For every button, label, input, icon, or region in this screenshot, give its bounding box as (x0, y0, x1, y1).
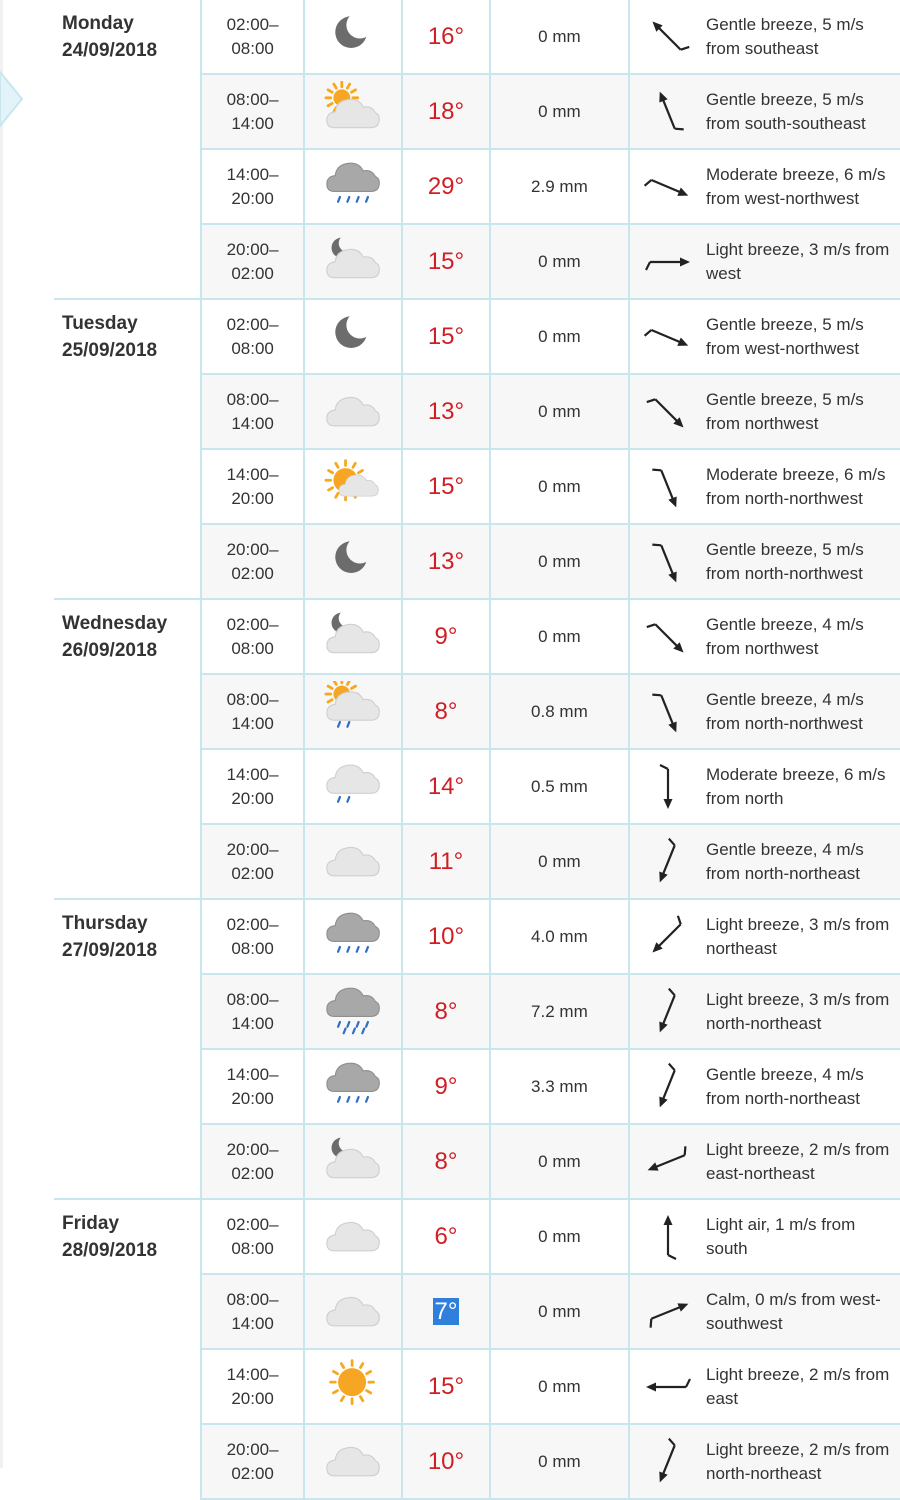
day-cell (54, 299, 201, 599)
wind-description: Gentle breeze, 4 m/s from north-northeast (706, 839, 864, 883)
wind-cell (629, 749, 900, 824)
precipitation-cell (490, 674, 629, 749)
temperature-value: 15° (427, 247, 465, 275)
precipitation-value: 0 mm (538, 626, 581, 646)
wind-description: Gentle breeze, 4 m/s from north-northeast (706, 1064, 864, 1108)
precipitation-value: 0 mm (538, 476, 581, 496)
time-period (201, 824, 305, 899)
precipitation-value: 0 mm (538, 1301, 581, 1321)
temperature-value: 14° (427, 772, 465, 800)
time-period (201, 599, 305, 674)
time-end: 02:00 (231, 863, 274, 883)
wind-direction-arrow-icon (630, 227, 706, 297)
wind-direction-arrow-icon (630, 977, 706, 1047)
temperature-cell (402, 524, 490, 599)
temperature-cell (402, 974, 490, 1049)
temperature-cell (402, 1349, 490, 1424)
moon-icon (304, 0, 402, 74)
temperature-cell (402, 749, 490, 824)
wind-cell (629, 674, 900, 749)
precipitation-cell (490, 1199, 629, 1274)
wind-cell (629, 1349, 900, 1424)
wind-direction-arrow-icon (630, 677, 706, 747)
moon-icon (304, 299, 402, 374)
wind-description: Light breeze, 3 m/s from west (706, 239, 890, 283)
time-end: 08:00 (231, 1238, 274, 1258)
wind-description: Light breeze, 2 m/s from east-northeast (706, 1139, 890, 1183)
time-period (201, 374, 305, 449)
temperature-value: 29° (427, 172, 465, 200)
temperature-cell (402, 299, 490, 374)
time-start: 08:00– (226, 1289, 279, 1309)
wind-description: Light breeze, 3 m/s from north-northeast (706, 989, 890, 1033)
cloud-icon (304, 824, 402, 899)
time-end: 14:00 (231, 1313, 274, 1333)
wind-description: Calm, 0 m/s from west-southwest (706, 1289, 881, 1333)
time-end: 08:00 (231, 638, 274, 658)
wind-description: Gentle breeze, 5 m/s from southeast (706, 14, 864, 58)
partly-cloudy-night-icon (304, 1124, 402, 1199)
day-name: Friday (62, 1213, 120, 1234)
time-period (201, 149, 305, 224)
partly-cloudy-day-icon (304, 74, 402, 149)
page-edge (0, 0, 3, 1468)
wind-direction-arrow-icon (630, 2, 706, 72)
precipitation-value: 0 mm (538, 26, 581, 46)
time-end: 20:00 (231, 488, 274, 508)
precipitation-cell (490, 149, 629, 224)
temperature-value: 18° (427, 97, 465, 125)
day-date: 28/09/2018 (62, 1240, 158, 1261)
wind-description: Gentle breeze, 5 m/s from northwest (706, 389, 864, 433)
wind-description: Gentle breeze, 5 m/s from north-northwest (706, 539, 864, 583)
time-end: 14:00 (231, 113, 274, 133)
precipitation-value: 0 mm (538, 1376, 581, 1396)
time-start: 20:00– (226, 839, 279, 859)
temperature-cell (402, 74, 490, 149)
wind-direction-arrow-icon (630, 1052, 706, 1122)
time-end: 08:00 (231, 938, 274, 958)
day-cell (54, 599, 201, 899)
time-period (201, 899, 305, 974)
time-end: 20:00 (231, 188, 274, 208)
time-end: 20:00 (231, 1088, 274, 1108)
wind-description: Gentle breeze, 4 m/s from northwest (706, 614, 864, 658)
wind-direction-arrow-icon (630, 1427, 706, 1497)
wind-cell (629, 599, 900, 674)
wind-direction-arrow-icon (630, 1127, 706, 1197)
time-start: 08:00– (226, 89, 279, 109)
time-end: 08:00 (231, 338, 274, 358)
temperature-cell (402, 0, 490, 74)
forecast-row (54, 299, 900, 374)
precipitation-cell (490, 0, 629, 74)
wind-cell (629, 1124, 900, 1199)
precipitation-value: 0 mm (538, 1451, 581, 1471)
time-period (201, 1199, 305, 1274)
time-end: 08:00 (231, 38, 274, 58)
wind-cell (629, 1274, 900, 1349)
sun-cloud-icon (304, 449, 402, 524)
wind-cell (629, 1424, 900, 1499)
day-date: 26/09/2018 (62, 640, 158, 661)
time-period (201, 0, 305, 74)
rain-icon (304, 1049, 402, 1124)
time-period (201, 1049, 305, 1124)
wind-direction-arrow-icon (630, 527, 706, 597)
temperature-value: 13° (427, 397, 465, 425)
time-end: 20:00 (231, 788, 274, 808)
day-date: 25/09/2018 (62, 340, 158, 361)
time-end: 02:00 (231, 1463, 274, 1483)
time-start: 08:00– (226, 989, 279, 1009)
temperature-value: 15° (427, 1372, 465, 1400)
day-name: Thursday (62, 913, 148, 934)
wind-cell (629, 824, 900, 899)
precipitation-value: 0.5 mm (531, 776, 588, 796)
wind-description: Light air, 1 m/s from south (706, 1214, 856, 1258)
time-period (201, 1124, 305, 1199)
temperature-value: 11° (428, 847, 464, 875)
wind-description: Moderate breeze, 6 m/s from north-northwest (706, 464, 886, 508)
wind-cell (629, 149, 900, 224)
temperature-value: 8° (434, 1147, 458, 1175)
time-start: 20:00– (226, 539, 279, 559)
temperature-cell (402, 149, 490, 224)
temperature-value: 6° (434, 1222, 458, 1250)
time-period (201, 1274, 305, 1349)
wind-cell (629, 1199, 900, 1274)
temperature-cell (402, 449, 490, 524)
wind-direction-arrow-icon (630, 1352, 706, 1422)
day-cell (54, 0, 201, 299)
precipitation-value: 2.9 mm (531, 176, 588, 196)
sun-icon (304, 1349, 402, 1424)
wind-cell (629, 224, 900, 299)
precipitation-value: 0 mm (538, 326, 581, 346)
wind-direction-arrow-icon (630, 377, 706, 447)
temperature-cell (402, 674, 490, 749)
time-start: 14:00– (226, 164, 279, 184)
heavy-rain-icon (304, 974, 402, 1049)
temperature-value: 7° (434, 1297, 458, 1325)
time-end: 14:00 (231, 1013, 274, 1033)
precipitation-cell (490, 1274, 629, 1349)
wind-description: Light breeze, 2 m/s from north-northeast (706, 1439, 890, 1483)
time-start: 02:00– (226, 314, 279, 334)
time-end: 20:00 (231, 1388, 274, 1408)
precipitation-value: 0 mm (538, 851, 581, 871)
precipitation-value: 4.0 mm (531, 926, 588, 946)
wind-description: Gentle breeze, 4 m/s from north-northwest (706, 689, 864, 733)
forecast-row (54, 899, 900, 974)
time-start: 14:00– (226, 1064, 279, 1084)
wind-cell (629, 974, 900, 1049)
forecast-row (54, 0, 900, 74)
light-rain-icon (304, 749, 402, 824)
precipitation-cell (490, 524, 629, 599)
temperature-value: 15° (427, 322, 465, 350)
time-start: 02:00– (226, 614, 279, 634)
time-end: 14:00 (231, 413, 274, 433)
temperature-value: 10° (427, 1447, 465, 1475)
cloud-icon (304, 374, 402, 449)
precipitation-cell (490, 299, 629, 374)
precipitation-cell (490, 374, 629, 449)
temperature-cell (402, 224, 490, 299)
temperature-value: 13° (427, 547, 465, 575)
wind-direction-arrow-icon (630, 827, 706, 897)
wind-cell (629, 0, 900, 74)
wind-cell (629, 449, 900, 524)
time-period (201, 299, 305, 374)
wind-cell (629, 1049, 900, 1124)
temperature-value: 8° (434, 697, 458, 725)
temperature-cell (402, 1274, 490, 1349)
time-start: 08:00– (226, 689, 279, 709)
time-end: 02:00 (231, 563, 274, 583)
temperature-value: 8° (434, 997, 458, 1025)
day-cell (54, 899, 201, 1199)
partly-cloudy-night-icon (304, 224, 402, 299)
wind-direction-arrow-icon (630, 1277, 706, 1347)
wind-cell (629, 374, 900, 449)
time-start: 14:00– (226, 464, 279, 484)
precipitation-cell (490, 224, 629, 299)
precipitation-cell (490, 749, 629, 824)
temperature-value: 15° (427, 472, 465, 500)
precipitation-cell (490, 899, 629, 974)
partly-cloudy-night-icon (304, 599, 402, 674)
precipitation-cell (490, 974, 629, 1049)
temperature-cell (402, 599, 490, 674)
rain-icon (304, 899, 402, 974)
time-start: 02:00– (226, 1214, 279, 1234)
time-end: 02:00 (231, 263, 274, 283)
precipitation-value: 0 mm (538, 251, 581, 271)
moon-icon (304, 524, 402, 599)
time-start: 14:00– (226, 764, 279, 784)
precipitation-cell (490, 1049, 629, 1124)
wind-description: Moderate breeze, 6 m/s from west-northwest (706, 164, 886, 208)
precipitation-value: 3.3 mm (531, 1076, 588, 1096)
wind-direction-arrow-icon (630, 302, 706, 372)
wind-cell (629, 899, 900, 974)
precipitation-cell (490, 824, 629, 899)
precipitation-cell (490, 74, 629, 149)
wind-cell (629, 524, 900, 599)
time-start: 14:00– (226, 1364, 279, 1384)
time-end: 02:00 (231, 1163, 274, 1183)
wind-direction-arrow-icon (630, 752, 706, 822)
time-start: 02:00– (226, 14, 279, 34)
temperature-cell (402, 374, 490, 449)
cloud-icon (304, 1424, 402, 1499)
temperature-cell (402, 1124, 490, 1199)
side-panel-chevron-icon[interactable] (0, 70, 26, 128)
wind-direction-arrow-icon (630, 77, 706, 147)
precipitation-cell (490, 1349, 629, 1424)
temperature-cell (402, 1049, 490, 1124)
time-period (201, 1349, 305, 1424)
wind-direction-arrow-icon (630, 902, 706, 972)
precipitation-cell (490, 1124, 629, 1199)
time-start: 02:00– (226, 914, 279, 934)
wind-description: Gentle breeze, 5 m/s from west-northwest (706, 314, 864, 358)
precipitation-value: 0 mm (538, 101, 581, 121)
time-period (201, 1424, 305, 1499)
wind-cell (629, 74, 900, 149)
wind-description: Gentle breeze, 5 m/s from south-southeast (706, 89, 866, 133)
time-start: 08:00– (226, 389, 279, 409)
temperature-cell (402, 899, 490, 974)
temperature-value: 16° (427, 22, 465, 50)
time-period (201, 749, 305, 824)
day-date: 24/09/2018 (62, 40, 158, 61)
wind-direction-arrow-icon (630, 1202, 706, 1272)
wind-cell (629, 299, 900, 374)
time-start: 20:00– (226, 1139, 279, 1159)
time-period (201, 974, 305, 1049)
forecast-table (54, 0, 900, 1500)
forecast-row (54, 1199, 900, 1274)
time-period (201, 674, 305, 749)
partly-cloudy-day-rain-icon (304, 674, 402, 749)
temperature-value: 9° (434, 1072, 458, 1100)
precipitation-cell (490, 449, 629, 524)
temperature-value: 9° (434, 622, 458, 650)
precipitation-value: 0 mm (538, 1226, 581, 1246)
day-name: Monday (62, 13, 134, 34)
precipitation-value: 0 mm (538, 401, 581, 421)
wind-direction-arrow-icon (630, 152, 706, 222)
temperature-cell (402, 1199, 490, 1274)
wind-description: Moderate breeze, 6 m/s from north (706, 764, 886, 808)
time-start: 20:00– (226, 239, 279, 259)
time-period (201, 524, 305, 599)
time-start: 20:00– (226, 1439, 279, 1459)
precipitation-value: 7.2 mm (531, 1001, 588, 1021)
wind-description: Light breeze, 2 m/s from east (706, 1364, 890, 1408)
temperature-value: 10° (427, 922, 465, 950)
day-name: Tuesday (62, 313, 138, 334)
precipitation-value: 0 mm (538, 1151, 581, 1171)
precipitation-cell (490, 1424, 629, 1499)
temperature-cell (402, 1424, 490, 1499)
day-date: 27/09/2018 (62, 940, 158, 961)
time-period (201, 74, 305, 149)
temperature-cell (402, 824, 490, 899)
forecast-row (54, 599, 900, 674)
time-end: 14:00 (231, 713, 274, 733)
day-name: Wednesday (62, 613, 168, 634)
precipitation-value: 0.8 mm (531, 701, 588, 721)
day-cell (54, 1199, 201, 1499)
wind-description: Light breeze, 3 m/s from northeast (706, 914, 890, 958)
wind-direction-arrow-icon (630, 452, 706, 522)
precipitation-value: 0 mm (538, 551, 581, 571)
rain-icon (304, 149, 402, 224)
time-period (201, 224, 305, 299)
time-period (201, 449, 305, 524)
wind-direction-arrow-icon (630, 602, 706, 672)
cloud-icon (304, 1274, 402, 1349)
precipitation-cell (490, 599, 629, 674)
cloud-icon (304, 1199, 402, 1274)
